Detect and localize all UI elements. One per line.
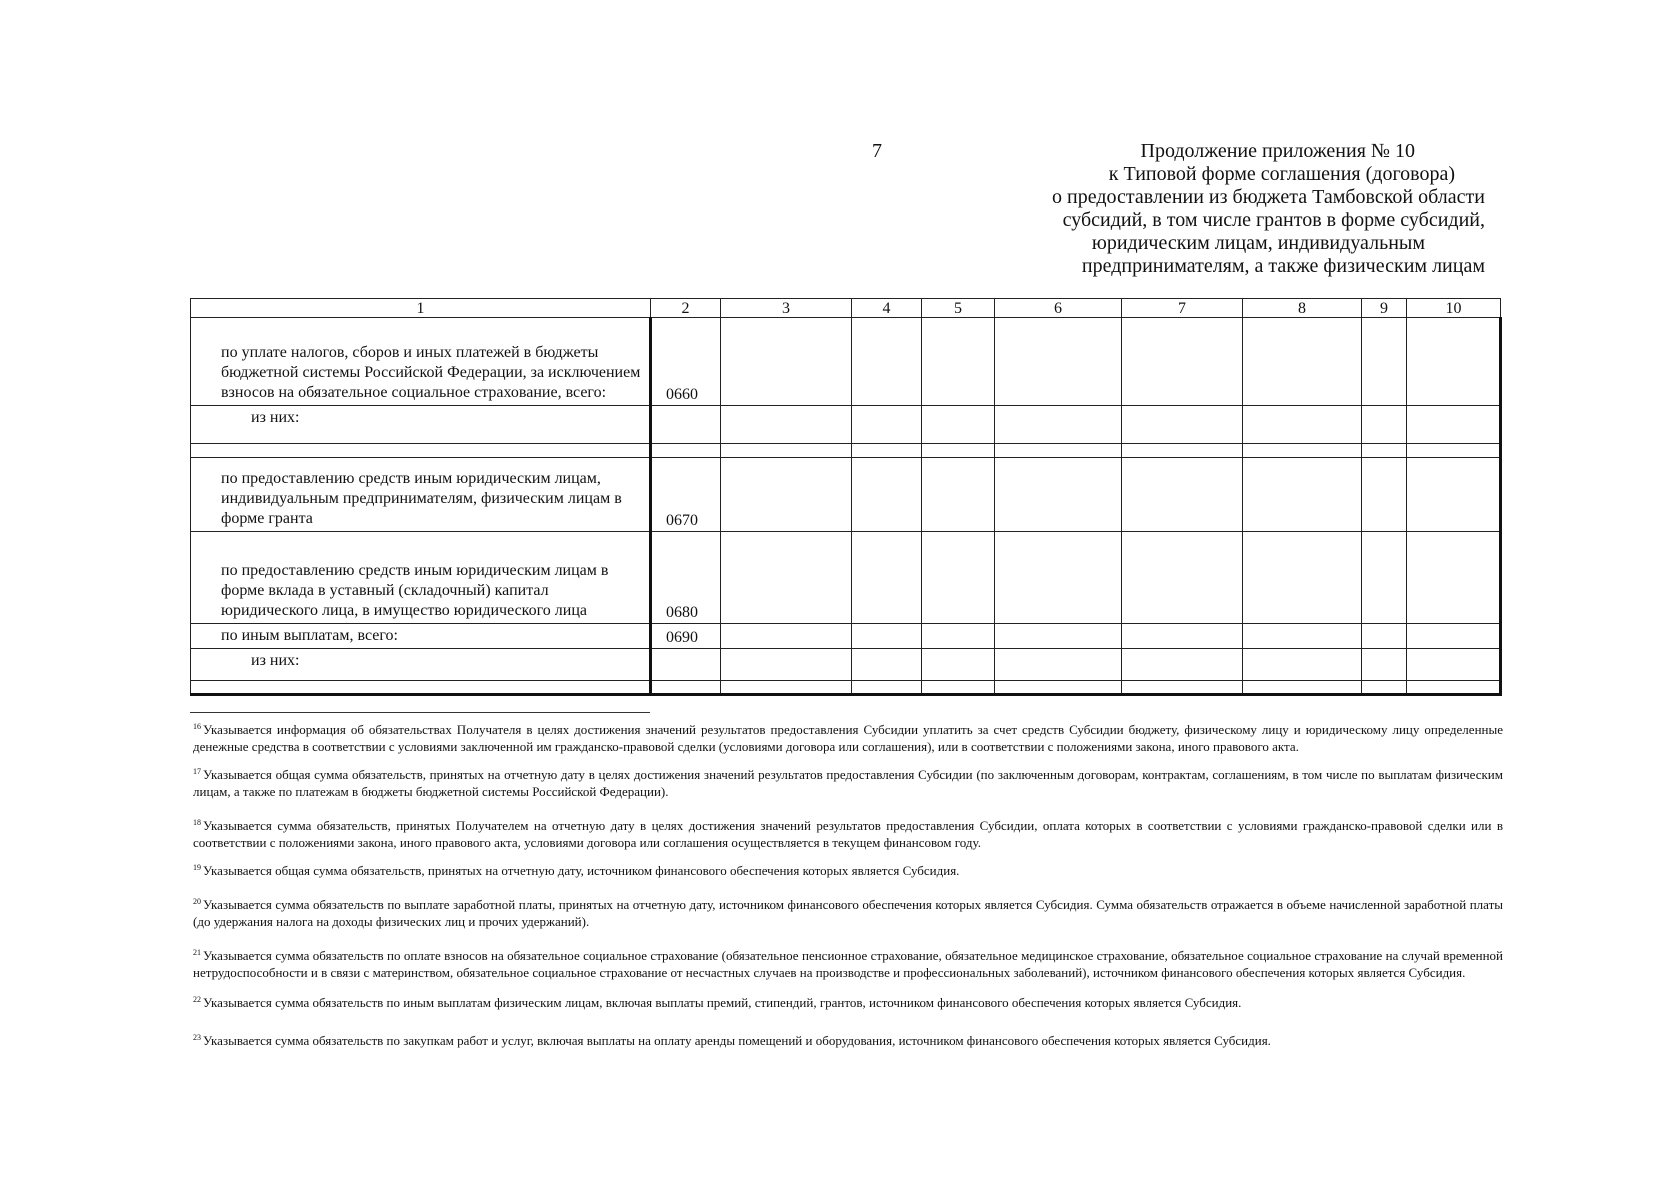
footnote-text: Указывается общая сумма обязательств, принятых на отчетную дату в целях достижения значений результатов предоставления Субсидии (по заключенным договорам, контрактам, соглашениям, в том числе по выплатам физическим лицам, а также по платежам в бюджеты бюджетной системы Российской Федерации). bbox=[193, 767, 1503, 799]
footnotes bbox=[193, 718, 1503, 1057]
header-line: о предоставлении из бюджета Тамбовской области bbox=[1052, 186, 1485, 208]
table-row bbox=[191, 406, 1501, 444]
table-row bbox=[191, 649, 1501, 681]
row-code bbox=[651, 649, 721, 681]
row-description bbox=[191, 681, 651, 695]
table-row bbox=[191, 624, 1501, 649]
column-header: 1 bbox=[191, 299, 651, 318]
header-line: юридическим лицам, индивидуальным bbox=[1091, 232, 1425, 254]
footnote bbox=[193, 763, 1503, 800]
footnote-number: 18 bbox=[193, 818, 201, 827]
header-line: Продолжение приложения № 10 bbox=[1140, 140, 1415, 162]
column-header: 2 bbox=[651, 299, 721, 318]
row-description: из них: bbox=[191, 406, 651, 444]
row-description: по предоставлению средств иным юридическим лицам, индивидуальным предпринимателям, физическим лицам в форме гранта bbox=[191, 458, 651, 532]
footnote-number: 23 bbox=[193, 1033, 201, 1042]
header-line: предпринимателям, а также физическим лицам bbox=[1081, 255, 1485, 277]
column-header: 10 bbox=[1407, 299, 1501, 318]
row-code: 0690 bbox=[651, 624, 721, 649]
column-header: 8 bbox=[1243, 299, 1362, 318]
column-header: 3 bbox=[721, 299, 852, 318]
table-row bbox=[191, 681, 1501, 695]
table-row bbox=[191, 444, 1501, 458]
column-header: 9 bbox=[1362, 299, 1407, 318]
page-number: 7 bbox=[872, 140, 882, 162]
column-header: 4 bbox=[852, 299, 922, 318]
row-code bbox=[651, 406, 721, 444]
footnote bbox=[193, 893, 1503, 930]
footnote bbox=[193, 944, 1503, 981]
column-header: 5 bbox=[922, 299, 995, 318]
footnote-text: Указывается сумма обязательств по выплате заработной платы, принятых на отчетную дату, источником финансового обеспечения которых является Субсидия. Сумма обязательств отражается в объеме начисленной заработной платы (до удержания налога на доходы физических лиц и прочих удержаний). bbox=[193, 897, 1503, 929]
column-header: 6 bbox=[995, 299, 1122, 318]
footnote-number: 21 bbox=[193, 948, 201, 957]
row-description bbox=[191, 444, 651, 458]
row-description: из них: bbox=[191, 649, 651, 681]
footnote bbox=[193, 1029, 1503, 1049]
obligations-table bbox=[190, 298, 1502, 696]
table-row bbox=[191, 458, 1501, 532]
footnote-text: Указывается сумма обязательств, принятых Получателем на отчетную дату в целях достижения значений результатов предоставления Субсидии, оплата которых в соответствии с условиями гражданско-правовой сделки или в соответствии с положениями закона, иного правового акта, условиями договора или соглашения осуществляется в текущем финансовом году. bbox=[193, 818, 1503, 850]
footnote-number: 20 bbox=[193, 897, 201, 906]
row-code: 0670 bbox=[651, 458, 721, 532]
header-line: к Типовой форме соглашения (договора) bbox=[1108, 163, 1455, 185]
footnote-text: Указывается сумма обязательств по иным выплатам физическим лицам, включая выплаты премий, стипендий, грантов, источником финансового обеспечения которых является Субсидия. bbox=[203, 995, 1242, 1010]
row-description: по предоставлению средств иным юридическим лицам в форме вклада в уставный (складочный) капитал юридического лица, в имущество юридического лица bbox=[191, 532, 651, 624]
row-description: по уплате налогов, сборов и иных платежей в бюджеты бюджетной системы Российской Федерации, за исключением взносов на обязательное социальное страхование, всего: bbox=[191, 318, 651, 406]
footnote-number: 17 bbox=[193, 767, 201, 776]
footnote-text: Указывается общая сумма обязательств, принятых на отчетную дату, источником финансового обеспечения которых является Субсидия. bbox=[203, 863, 960, 878]
footnote bbox=[193, 991, 1503, 1011]
row-code bbox=[651, 444, 721, 458]
footnote bbox=[193, 718, 1503, 755]
row-code bbox=[651, 681, 721, 695]
column-header: 7 bbox=[1122, 299, 1243, 318]
footnote bbox=[193, 814, 1503, 851]
table-row bbox=[191, 532, 1501, 624]
footnote-text: Указывается сумма обязательств по оплате взносов на обязательное социальное страхование (обязательное пенсионное страхование, обязательное медицинское страхование, обязательное социальное страхование на случай временной нетрудоспособности и в связи с материнством, обязательное социальное страхование от несчастных случаев на производстве и профессиональных заболеваний), источником финансового обеспечения которых является Субсидия. bbox=[193, 948, 1503, 980]
appendix-header bbox=[965, 140, 1485, 278]
row-code: 0660 bbox=[651, 318, 721, 406]
row-code: 0680 bbox=[651, 532, 721, 624]
footnote bbox=[193, 859, 1503, 879]
header-line: субсидий, в том числе грантов в форме субсидий, bbox=[1062, 209, 1485, 231]
footnote-number: 16 bbox=[193, 722, 201, 731]
footnote-text: Указывается сумма обязательств по закупкам работ и услуг, включая выплаты на оплату аренды помещений и оборудования, источником финансового обеспечения которых является Субсидия. bbox=[203, 1033, 1271, 1048]
row-description: по иным выплатам, всего: bbox=[191, 624, 651, 649]
footnote-number: 19 bbox=[193, 863, 201, 872]
footnote-text: Указывается информация об обязательствах Получателя в целях достижения значений результатов предоставления Субсидии уплатить за счет средств Субсидии бюджету, физическому лицу и юридическому лицу определенные денежные средства в соответствии с условиями заключенной им гражданско-правовой сделки (условиями договора или соглашения), или в соответствии с положениями закона, иного правового акта. bbox=[193, 722, 1503, 754]
footnote-number: 22 bbox=[193, 995, 201, 1004]
table-row bbox=[191, 318, 1501, 406]
column-number-row bbox=[191, 299, 1501, 318]
footnote-separator bbox=[190, 712, 650, 713]
